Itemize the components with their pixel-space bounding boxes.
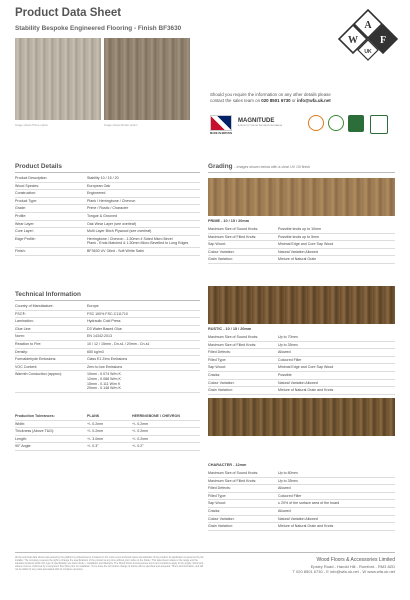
table-row <box>208 241 395 249</box>
row-label: Filled Defects: <box>208 349 278 357</box>
table-row <box>15 220 200 228</box>
table-row <box>208 507 395 515</box>
company-address: Epsley Road - Harold Hill - Romford - RM3 8ZD <box>310 563 395 569</box>
table-row <box>208 379 395 387</box>
row-value: Mixture of Natural Grain <box>278 256 395 264</box>
row-label: Cracks: <box>208 507 278 515</box>
table-row <box>15 190 200 198</box>
rustic-grade-image <box>208 286 395 324</box>
row-label: Sap Wood: <box>208 241 278 249</box>
row-value: EN 14342:2013 <box>87 333 200 341</box>
row-label: Colour Variation: <box>208 515 278 523</box>
row-value: +/- 3.0mm <box>87 435 132 443</box>
row-value: Hydraulic Cold Press <box>87 318 200 326</box>
table-row <box>15 363 200 371</box>
column-header: HERRINGBONE / CHEVRON <box>132 413 200 420</box>
table-row <box>15 435 200 443</box>
enquiry-text <box>210 92 331 104</box>
row-value: Possible knots up to 5mm <box>278 233 395 241</box>
row-label: Filled Type: <box>208 492 278 500</box>
table-row <box>15 212 200 220</box>
table-row <box>208 515 395 523</box>
character-grade-title: CHARACTER - 12mm <box>208 463 247 467</box>
row-value: Mixture of Natural Grain and Knots <box>278 523 395 531</box>
row-value: +/- 0.2mm <box>132 420 200 428</box>
prime-sample-image <box>15 38 101 120</box>
row-value: Class E1 Zero Emissions <box>87 356 200 364</box>
row-label: Cracks: <box>208 371 278 379</box>
row-value: Tongue & Grooved <box>87 212 200 220</box>
product-details-table <box>15 175 200 256</box>
row-label: Filled Type: <box>208 356 278 364</box>
row-value: Plank / Herringbone / Chevron <box>87 197 200 205</box>
row-label: Grain Variation: <box>208 256 278 264</box>
row-label: Grade: <box>15 205 87 213</box>
row-value: +/- 0.2mm <box>132 435 200 443</box>
table-row <box>208 371 395 379</box>
row-value: Coloured Filler <box>278 492 395 500</box>
row-value: Herringbone / Chevron - 1.50mm 4 Sided Micro Bevel Plank - Ends Matched & 1.50mm Micro Bevelled to Long Edges <box>87 235 200 247</box>
prime-grade-title: PRIME - 10 / 15 / 20mm <box>208 219 250 223</box>
row-label: Profile: <box>15 212 87 220</box>
table-row <box>15 205 200 213</box>
table-row <box>208 341 395 349</box>
table-row <box>15 197 200 205</box>
section-divider <box>15 300 200 301</box>
table-row <box>208 349 395 357</box>
character-grade-table <box>208 470 395 531</box>
grading-heading: Grading <box>208 163 233 170</box>
enquiry-or: or <box>291 98 296 103</box>
row-label: Maximum Size of Filled Knots: <box>208 477 278 485</box>
table-row <box>15 310 200 318</box>
row-label: Product Description: <box>15 175 87 182</box>
rustic-grade-table <box>208 334 395 395</box>
table-row <box>15 247 200 255</box>
row-value: Up to 80mm <box>278 470 395 477</box>
row-label: Colour Variation: <box>208 248 278 256</box>
tolerances-table <box>15 413 200 451</box>
table-row <box>208 477 395 485</box>
row-label: Thickness (Above T&G): <box>15 428 87 436</box>
row-value: Possible knots up to 10mm <box>278 226 395 233</box>
row-value: +/- 0.2mm <box>87 420 132 428</box>
table-header-row <box>15 413 200 420</box>
row-label: Glue Line: <box>15 325 87 333</box>
row-value: +/- 0.2mm <box>87 428 132 436</box>
enquiry-line-2: contact the sales team on <box>210 98 261 103</box>
table-row <box>208 523 395 531</box>
character-grade-image <box>208 398 395 436</box>
row-value: Oak Wear Layer (see overleaf) <box>87 220 200 228</box>
row-value: Possible <box>278 371 395 379</box>
row-label: Finish: <box>15 247 87 255</box>
prime-grade-table <box>208 226 395 264</box>
row-value: Allowed <box>278 485 395 493</box>
rustic-sample-image <box>104 38 190 120</box>
table-row <box>15 356 200 364</box>
row-label: Maximum Size of Sound Knots: <box>208 470 278 477</box>
company-footer <box>235 558 395 575</box>
row-label: Warmth Conduction (approx): <box>15 371 87 392</box>
row-label: Colour Variation: <box>208 379 278 387</box>
row-label: 90° Angle: <box>15 443 87 451</box>
logo-letter-f: F <box>379 35 387 46</box>
row-label: VOC Content: <box>15 363 87 371</box>
row-value: Up to 70mm <box>278 334 395 341</box>
magnitude-subtitle: A PRODUCT FROM THE BESPOKE RANGE <box>238 125 283 127</box>
table-row <box>15 182 200 190</box>
row-value: Up to 35mm <box>278 341 395 349</box>
table-row <box>208 226 395 233</box>
table-row <box>15 325 200 333</box>
row-label: Country of Manufacture: <box>15 303 87 310</box>
technical-info-heading: Technical Information <box>15 291 81 298</box>
row-label: Grain Variation: <box>208 523 278 531</box>
row-label: Reaction to Fire: <box>15 340 87 348</box>
row-label: Formaldehyde Emissions: <box>15 356 87 364</box>
table-row <box>15 420 200 428</box>
company-name: Wood Floors & Accessories Limited <box>316 557 395 563</box>
table-row <box>15 228 200 236</box>
rustic-grade-title: RUSTIC - 10 / 15 / 20mm <box>208 327 252 331</box>
row-value: Mixture of Natural Grain and Knots <box>278 387 395 395</box>
row-value: Coloured Filler <box>278 356 395 364</box>
row-value: 10 / 12 / 15mm - Dn-s1 / 20mm - Cn-s1 <box>87 340 200 348</box>
phone-number[interactable]: 020 8501 6730 <box>261 98 291 103</box>
row-value: Minimal Edge and Core Sap Wood <box>278 241 395 249</box>
grading-subheading: - Images shown below with a clear UV Oil finish <box>234 165 310 169</box>
logo-letter-w: W <box>348 35 358 46</box>
row-label: Density: <box>15 348 87 356</box>
page-title: Product Data Sheet <box>15 7 122 19</box>
row-label: Maximum Size of Sound Knots: <box>208 226 278 233</box>
row-value: Natural Variation Allowed <box>278 248 395 256</box>
table-row <box>208 248 395 256</box>
table-row <box>208 492 395 500</box>
footer-divider <box>15 552 395 553</box>
row-value: +/- 0.2° <box>132 443 200 451</box>
row-value: Minimal Edge and Core Sap Wood <box>278 364 395 372</box>
row-value: Engineered <box>87 190 200 198</box>
table-row <box>208 334 395 341</box>
row-value: Natural Variation Allowed <box>278 515 395 523</box>
table-row <box>15 235 200 247</box>
row-value: Up to 35mm <box>278 477 395 485</box>
tree-badge-icon <box>370 115 388 134</box>
row-label: Maximum Size of Filled Knots: <box>208 341 278 349</box>
table-row <box>208 387 395 395</box>
email-link[interactable]: info@wfa.uk.net <box>296 98 331 103</box>
section-divider <box>208 172 395 173</box>
prime-grade-image <box>208 178 395 216</box>
row-value: Natural Variation Allowed <box>278 379 395 387</box>
row-label: Wear Layer: <box>15 220 87 228</box>
row-label: Sap Wood: <box>208 500 278 508</box>
table-row <box>208 470 395 477</box>
row-value: Prime / Rustic / Character <box>87 205 200 213</box>
row-value: BF3630 UV Oiled - Soft White Satin <box>87 247 200 255</box>
product-images <box>15 38 190 120</box>
enquiry-line-1: Should you require the information on any other details please <box>210 92 331 97</box>
table-row <box>208 485 395 493</box>
row-label: Lamination: <box>15 318 87 326</box>
product-details-heading: Product Details <box>15 163 62 170</box>
row-label: Maximum Size of Filled Knots: <box>208 233 278 241</box>
logo-letter-a: A <box>364 20 372 31</box>
row-value: +/- 0.3° <box>87 443 132 451</box>
row-value: FSC 100% FSC-C111710 <box>87 310 200 318</box>
row-label: Width: <box>15 420 87 428</box>
table-row <box>15 318 200 326</box>
row-value: +/- 0.2mm <box>132 428 200 436</box>
made-in-britain-label: MADE IN BRITAIN <box>210 132 232 135</box>
row-value: 10mm - 0.074 W/m K 12mm - 0.088 W/m K 15mm - 0.111 W/m K 20mm - 0.148 W/m K <box>87 371 200 392</box>
table-row <box>15 348 200 356</box>
row-label: Construction: <box>15 190 87 198</box>
row-label: FSC®: <box>15 310 87 318</box>
row-label: Product Type: <box>15 197 87 205</box>
row-label: Norm: <box>15 333 87 341</box>
row-value: Allowed <box>278 349 395 357</box>
certification-badges <box>210 112 395 140</box>
table-row <box>208 233 395 241</box>
prime-image-caption: Image shows Prime option <box>15 123 48 127</box>
row-label: Sap Wood: <box>208 364 278 372</box>
row-value: Zero to low Emissions <box>87 363 200 371</box>
column-header: Production Tolerances: <box>15 413 87 420</box>
table-row <box>208 500 395 508</box>
row-value: Stability 10 / 15 / 20 <box>87 175 200 182</box>
table-row <box>15 371 200 392</box>
table-row <box>208 256 395 264</box>
row-value: Multi Layer Birch Plywood (see overleaf) <box>87 228 200 236</box>
table-row <box>208 356 395 364</box>
row-label: Edge Profile: <box>15 235 87 247</box>
row-label: Core Layer: <box>15 228 87 236</box>
row-label: Wood Species: <box>15 182 87 190</box>
eco-badge-icon <box>308 115 324 131</box>
fsc-badge-icon <box>348 115 364 132</box>
table-row <box>208 364 395 372</box>
rustic-image-caption: Image shows Rustic option <box>104 123 138 127</box>
table-row <box>15 428 200 436</box>
logo-letters-uk: UK <box>364 49 372 55</box>
row-value: D3 Water Based Glue <box>87 325 200 333</box>
row-value: 650 kg/m3 <box>87 348 200 356</box>
recycle-badge-icon <box>328 115 344 131</box>
row-label: Filled Defects: <box>208 485 278 493</box>
row-label: Maximum Size of Sound Knots: <box>208 334 278 341</box>
technical-info-table <box>15 303 200 393</box>
disclaimer-text: All the technical data shown was tested by the platform's professional or is based on the most recent technical notes and statistics of the product; its application is governed by the installer. The company reserves the right to change the specifications of the product at any time without prior notice to the holder. This data sheet relates to the range and the standard products within this type of specification are listed. Refer - Installation and Warranty. The Wood Floors & Accessories terms and conditions apply to the supply. Stock and values must be confirmed by a competent floor fitter prior to installation. To be done the sub and/or change of advice will be specified and accepted. This is all information, and will not be liable for any costs associated with its complete accuracy. <box>15 556 204 571</box>
row-value: Europe <box>87 303 200 310</box>
table-row <box>15 340 200 348</box>
table-row <box>15 303 200 310</box>
table-row <box>15 443 200 451</box>
company-contact: T 020 8501 6730 - E info@wfa.uk.net - W www.wfa.uk.net <box>292 569 395 574</box>
column-header: PLANK <box>87 413 132 420</box>
page-subtitle: Stability Bespoke Engineered Flooring - Finish BF3630 <box>15 25 182 32</box>
row-value: ≤ 20% of the surface area of the board <box>278 500 395 508</box>
row-label: Grain Variation: <box>208 387 278 395</box>
row-value: European Oak <box>87 182 200 190</box>
union-flag-icon <box>210 115 232 131</box>
grading-header <box>208 163 310 170</box>
section-divider <box>15 172 200 173</box>
table-row <box>15 333 200 341</box>
table-row <box>15 175 200 182</box>
wfa-logo <box>338 8 398 68</box>
magnitude-logo: MAGNITUDE <box>238 118 275 124</box>
row-label: Length: <box>15 435 87 443</box>
row-value: Allowed <box>278 507 395 515</box>
